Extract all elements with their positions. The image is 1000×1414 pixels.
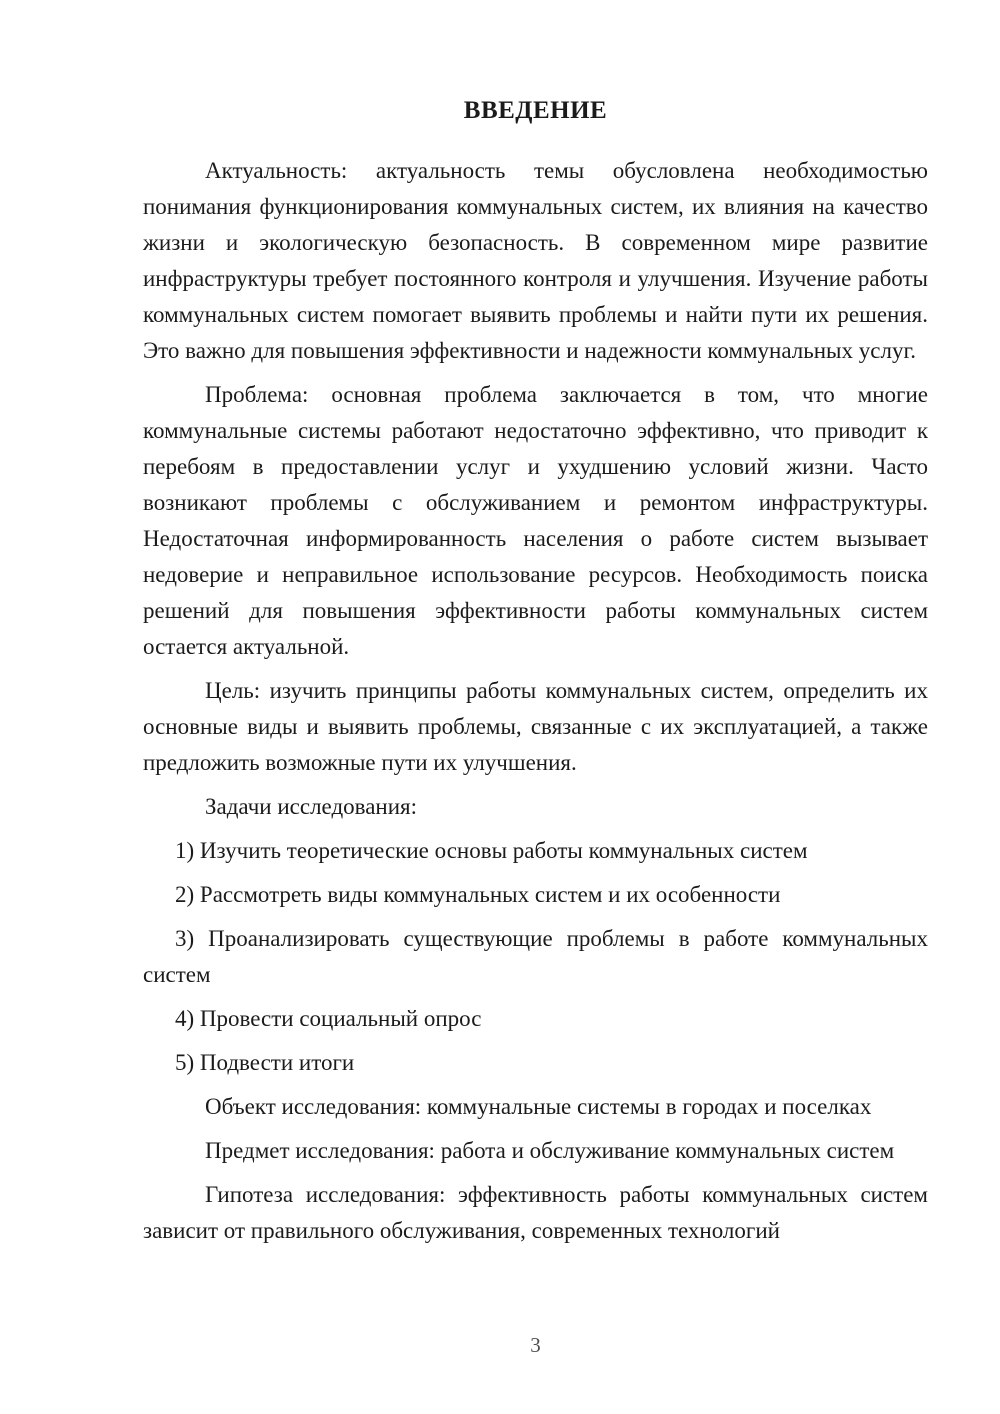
- page-number: 3: [530, 1333, 541, 1357]
- paragraph-hypothesis: Гипотеза исследования: эффективность работы коммунальных систем зависит от правильного обслуживания, современных технологий: [143, 1182, 928, 1243]
- tasks-heading: Задачи исследования:: [205, 794, 418, 819]
- tasks-list: [143, 833, 928, 1081]
- paragraph-problem: Проблема: основная проблема заключается в том, что многие коммунальные системы работают недостаточно эффективно, что приводит к перебоям в предоставлении услуг и ухудшению условий жизни. Часто возникают проблемы с обслуживанием и ремонтом инфраструктуры. Недостаточная информированность населения о работе систем вызывает недоверие и неправильное использование ресурсов. Необходимость поиска решений для повышения эффективности работы коммунальных систем остается актуальной.: [143, 382, 928, 659]
- paragraph-subject: Предмет исследования: работа и обслуживание коммунальных систем: [205, 1138, 895, 1163]
- task-item-3: 3) Проанализировать существующие проблемы в работе коммунальных систем: [143, 926, 928, 987]
- paragraph-goal: Цель: изучить принципы работы коммунальных систем, определить их основные виды и выявить проблемы, связанные с их эксплуатацией, а также предложить возможные пути их улучшения.: [143, 678, 928, 775]
- task-item-1: 1) Изучить теоретические основы работы коммунальных систем: [175, 838, 808, 863]
- page-title: ВВЕДЕНИЕ: [463, 97, 608, 124]
- paragraph-relevance: Актуальность: актуальность темы обусловлена необходимостью понимания функционирования коммунальных систем, их влияния на качество жизни и экологическую безопасность. В современном мире развитие инфраструктуры требует постоянного контроля и улучшения. Изучение работы коммунальных систем помогает выявить проблемы и найти пути их решения. Это важно для повышения эффективности и надежности коммунальных услуг.: [143, 158, 928, 363]
- task-item-2: 2) Рассмотреть виды коммунальных систем и их особенности: [175, 882, 781, 907]
- task-item-5: 5) Подвести итоги: [175, 1050, 355, 1075]
- paragraph-object: Объект исследования: коммунальные системы в городах и поселках: [205, 1094, 872, 1119]
- task-item-4: 4) Провести социальный опрос: [175, 1006, 482, 1031]
